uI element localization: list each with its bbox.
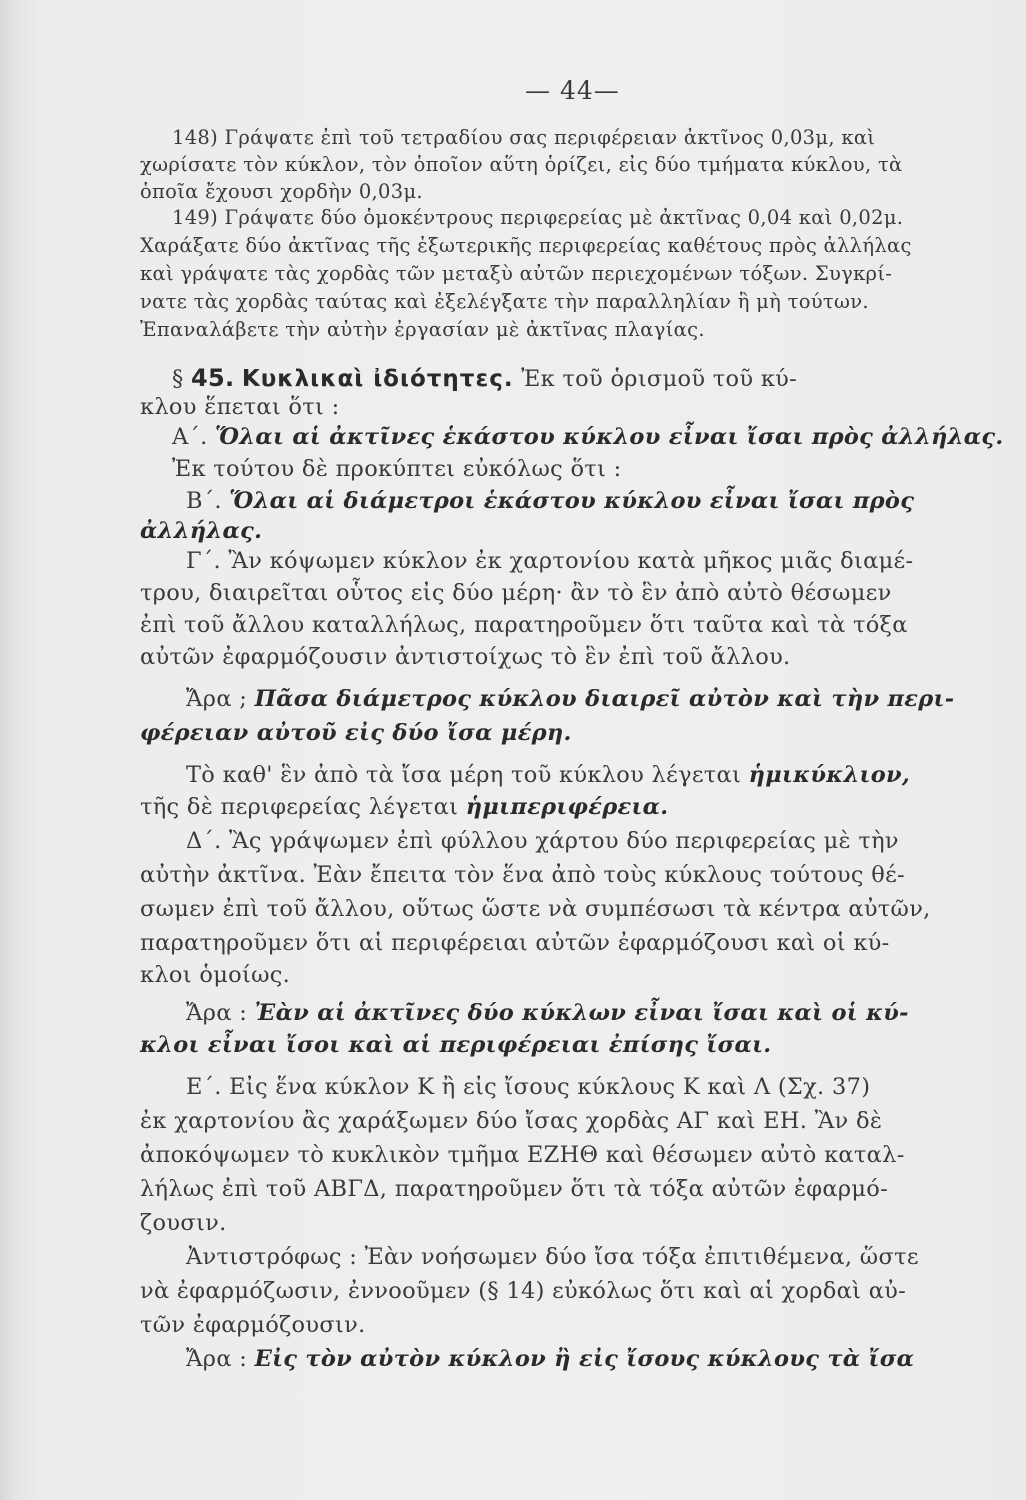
- property-g-line-1: Γ΄. Ἂν κόψωμεν κύκλον ἐκ χαρτονίου κατὰ μῆκος μιᾶς διαμέ-: [186, 548, 914, 574]
- after-a-text: Ἐκ τούτου δὲ προκύπτει εὐκόλως ὅτι :: [172, 456, 622, 482]
- property-e-line-4: λήλως ἐπὶ τοῦ ΑΒΓΔ, παρατηροῦμεν ὅτι τὰ τόξα αὐτῶν ἐφαρμό-: [140, 1176, 889, 1202]
- section-number: 45.: [191, 364, 235, 392]
- property-e-line-3: ἀποκόψωμεν τὸ κυκλικὸν τμῆμα ΕΖΗΘ καὶ θέσωμεν αὐτὸ καταλ-: [140, 1142, 905, 1168]
- semicircumference-text: τῆς δὲ περιφερείας λέγεται: [140, 794, 459, 820]
- exercise-149-line-5: Ἐπαναλάβετε τὴν αὐτὴν ἐργασίαν μὲ ἀκτῖνας πλαγίας.: [140, 318, 705, 341]
- ara-word: Ἄρα :: [186, 1000, 248, 1026]
- property-g-statement: Πᾶσα διάμετρος κύκλου διαιρεῖ αὐτὸν καὶ τὴν περι-: [254, 686, 955, 712]
- property-b-statement-cont: ἀλλήλας.: [140, 518, 263, 544]
- exercise-148-line-1: 148) Γράψατε ἐπὶ τοῦ τετραδίου σας περιφέρειαν ἀκτῖνος 0,03μ, καὶ: [172, 126, 876, 149]
- property-g-line-3: ἐπὶ τοῦ ἄλλου καταλλήλως, παρατηροῦμεν ὅτι ταῦτα καὶ τὰ τόξα: [140, 612, 908, 638]
- property-d-line-3: σωμεν ἐπὶ τοῦ ἄλλου, οὕτως ὥστε νὰ συμπέσωσι τὰ κέντρα αὐτῶν,: [140, 896, 931, 922]
- property-a-label: Α΄.: [172, 424, 208, 450]
- section-intro-line-2: κλου ἕπεται ὅτι :: [140, 394, 340, 420]
- hemicircle-text: Τὸ καθ' ἓν ἀπὸ τὰ ἴσα μέρη τοῦ κύκλου λέγεται: [186, 762, 742, 788]
- hemicircle-term: ἡμικύκλιον,: [748, 762, 911, 788]
- hemicircle-line-2: [140, 796, 668, 819]
- property-a-statement: Ὅλαι αἱ ἀκτῖνες ἑκάστου κύκλου εἶναι ἴσαι πρὸς ἀλλήλας.: [215, 424, 1004, 450]
- property-d-conclusion: [186, 1002, 909, 1025]
- property-d-line-5: κλοι ὁμοίως.: [140, 962, 291, 988]
- semicircumference-term: ἡμιπεριφέρεια.: [465, 794, 669, 820]
- exercise-148-line-2: χωρίσατε τὸν κύκλον, τὸν ὁποῖον αὕτη ὁρίζει, εἰς δύο τμήματα κύκλου, τὰ: [140, 153, 903, 176]
- property-e-conclusion: [186, 1348, 914, 1371]
- property-b-statement: Ὅλαι αἱ διάμετροι ἑκάστου κύκλου εἶναι ἴσαι πρὸς: [229, 488, 915, 514]
- property-d-line-1: Δ΄. Ἂς γράψωμεν ἐπὶ φύλλου χάρτου δύο περιφερείας μὲ τὴν: [186, 828, 899, 854]
- section-heading: [172, 366, 797, 391]
- property-a: [172, 426, 1004, 449]
- property-g-line-2: τρου, διαιρεῖται οὗτος εἰς δύο μέρη· ἂν τὸ ἓν ἀπὸ αὐτὸ θέσωμεν: [140, 580, 892, 606]
- property-d-line-2: αὐτὴν ἀκτῖνα. Ἐὰν ἔπειτα τὸν ἕνα ἀπὸ τοὺς κύκλους τούτους θέ-: [140, 862, 905, 888]
- page-number: — 44—: [525, 76, 620, 105]
- section-intro: Ἐκ τοῦ ὁρισμοῦ τοῦ κύ-: [521, 366, 798, 392]
- property-b: [186, 490, 914, 513]
- property-g-statement-cont: φέρειαν αὐτοῦ εἰς δύο ἴσα μέρη.: [140, 720, 572, 746]
- exercise-148-line-3: ὁποῖα ἔχουσι χορδὴν 0,03μ.: [140, 180, 423, 203]
- hemicircle-line-1: [186, 764, 910, 787]
- property-d-statement-cont: κλοι εἶναι ἴσοι καὶ αἱ περιφέρειαι ἐπίσης ἴσαι.: [140, 1032, 772, 1058]
- exercise-149-line-1: 149) Γράψατε δύο ὁμοκέντρους περιφερείας μὲ ἀκτῖνας 0,04 καὶ 0,02μ.: [172, 206, 904, 229]
- converse-line-2: νὰ ἐφαρμόζωσιν, ἐννοοῦμεν (§ 14) εὐκόλως ὅτι καὶ αἱ χορδαὶ αὐ-: [140, 1278, 907, 1304]
- property-e-line-2: ἐκ χαρτονίου ἂς χαράξωμεν δύο ἴσας χορδὰς ΑΓ καὶ ΕΗ. Ἂν δὲ: [140, 1108, 883, 1134]
- property-e-line-1: Ε΄. Εἰς ἕνα κύκλον Κ ἢ εἰς ἴσους κύκλους Κ καὶ Λ (Σχ. 37): [186, 1074, 871, 1100]
- section-sign: §: [172, 366, 184, 392]
- property-g-conclusion: [186, 688, 954, 711]
- property-g-line-4: αὐτῶν ἐφαρμόζουσιν ἀντιστοίχως τὸ ἓν ἐπὶ τοῦ ἄλλου.: [140, 644, 791, 670]
- converse-line-1: Ἀντιστρόφως : Ἐὰν νοήσωμεν δύο ἴσα τόξα ἐπιτιθέμενα, ὥστε: [186, 1244, 919, 1270]
- exercise-149-line-4: νατε τὰς χορδὰς ταύτας καὶ ἐξελέγξατε τὴν παραλληλίαν ἢ μὴ τούτων.: [140, 290, 869, 313]
- property-b-label: Β΄.: [186, 488, 222, 514]
- property-d-statement: Ἐὰν αἱ ἀκτῖνες δύο κύκλων εἶναι ἴσαι καὶ οἱ κύ-: [254, 1000, 909, 1026]
- ara-word: Ἄρα ;: [186, 686, 248, 712]
- exercise-149-line-2: Χαράξατε δύο ἀκτῖνας τῆς ἐξωτερικῆς περιφερείας καθέτους πρὸς ἀλλήλας: [140, 234, 912, 257]
- section-title: Κυκλικαὶ ἰδιότητες.: [241, 366, 514, 392]
- exercise-149-line-3: καὶ γράψατε τὰς χορδὰς τῶν μεταξὺ αὐτῶν περιεχομένων τόξων. Συγκρί-: [140, 262, 893, 285]
- converse-line-3: τῶν ἐφαρμόζουσιν.: [140, 1312, 366, 1338]
- property-e-line-5: ζουσιν.: [140, 1210, 227, 1236]
- property-d-line-4: παρατηροῦμεν ὅτι αἱ περιφέρειαι αὐτῶν ἐφαρμόζουσι καὶ οἱ κύ-: [140, 930, 890, 956]
- ara-word: Ἄρα :: [186, 1346, 248, 1372]
- property-e-statement: Εἰς τὸν αὐτὸν κύκλον ἢ εἰς ἴσους κύκλους τὰ ἴσα: [254, 1346, 915, 1372]
